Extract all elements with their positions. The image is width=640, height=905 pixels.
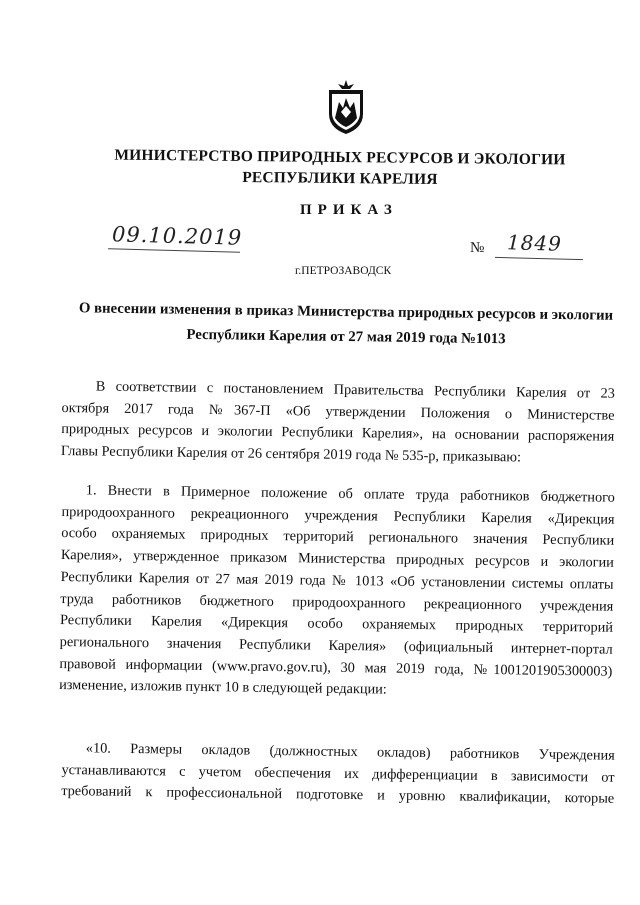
number-underline: [495, 257, 583, 260]
city-name: г.ПЕТРОЗАВОДСК: [295, 265, 392, 277]
text-line: октября 2017 года №367-П «Об утверждении Положения о Министерстве: [61, 399, 615, 424]
ministry-name-line1: МИНИСТЕРСТВО ПРИРОДНЫХ РЕСУРСОВ И ЭКОЛОГИИ: [114, 146, 566, 169]
text-line: Республики Карелия «Дирекция особо охраняемых природных территорий: [59, 612, 614, 636]
paragraph-item-1: [59, 480, 615, 705]
text-line: Главы Республики Карелия от 26 сентября 2019 года № 535-р, приказываю:: [60, 443, 522, 466]
text-line: природных ресурсов и экологии Республики Карелия», на основании распоряжения: [61, 421, 615, 446]
text-line: правовой информации (www.pravo.gov.ru), 30 мая 2019 года, №1001201905300003): [59, 655, 613, 680]
text-line: «10. Размеры окладов (должностных окладов) работников Учреждения: [85, 740, 615, 764]
paragraph-item-10: [61, 738, 615, 811]
number-label: №: [470, 240, 485, 256]
order-title-line1: О внесении изменения в приказ Министерства природных ресурсов и экологии: [78, 300, 614, 324]
handwritten-date: 09.10.2019: [111, 222, 243, 250]
coat-of-arms-icon: [325, 80, 367, 136]
text-line: 1. Внести в Примерное положение об оплате труда работников бюджетного: [85, 482, 615, 506]
text-line: изменение, изложив пункт 10 в следующей редакции:: [59, 677, 387, 698]
paragraph-preamble: [61, 376, 615, 471]
text-line: устанавливаются с учетом обеспечения их дифференциации в зависимости от: [61, 761, 615, 786]
text-line: регионального значения Республики Карелия» (официальный интернет-портал: [59, 633, 613, 658]
text-line: природоохранного рекреационного учреждения Республики Карелия «Дирекция: [61, 503, 615, 528]
text-line: Республики Карелия от 27 мая 2019 года № 1013 «Об установлении системы оплаты: [60, 568, 614, 593]
text-line: В соответствии с постановлением Правительства Республики Карелия от 23: [95, 378, 615, 402]
document-type: ПРИКАЗ: [300, 202, 398, 218]
text-line: Карелия», утвержденное приказом Министерства природных ресурсов и экологии: [60, 547, 615, 571]
order-title-line2: Республики Карелия от 27 мая 2019 года №1013: [186, 326, 506, 348]
text-line: особо охраняемых природных территорий регионального значения Республики: [61, 525, 615, 550]
ministry-name-line2: РЕСПУБЛИКИ КАРЕЛИЯ: [242, 168, 438, 189]
handwritten-number: 1849: [506, 230, 563, 256]
text-line: требований к профессиональной подготовке и уровню квалификации, которые: [61, 783, 615, 808]
text-line: труда работников бюджетного природоохранного рекреационного учреждения: [60, 590, 614, 615]
